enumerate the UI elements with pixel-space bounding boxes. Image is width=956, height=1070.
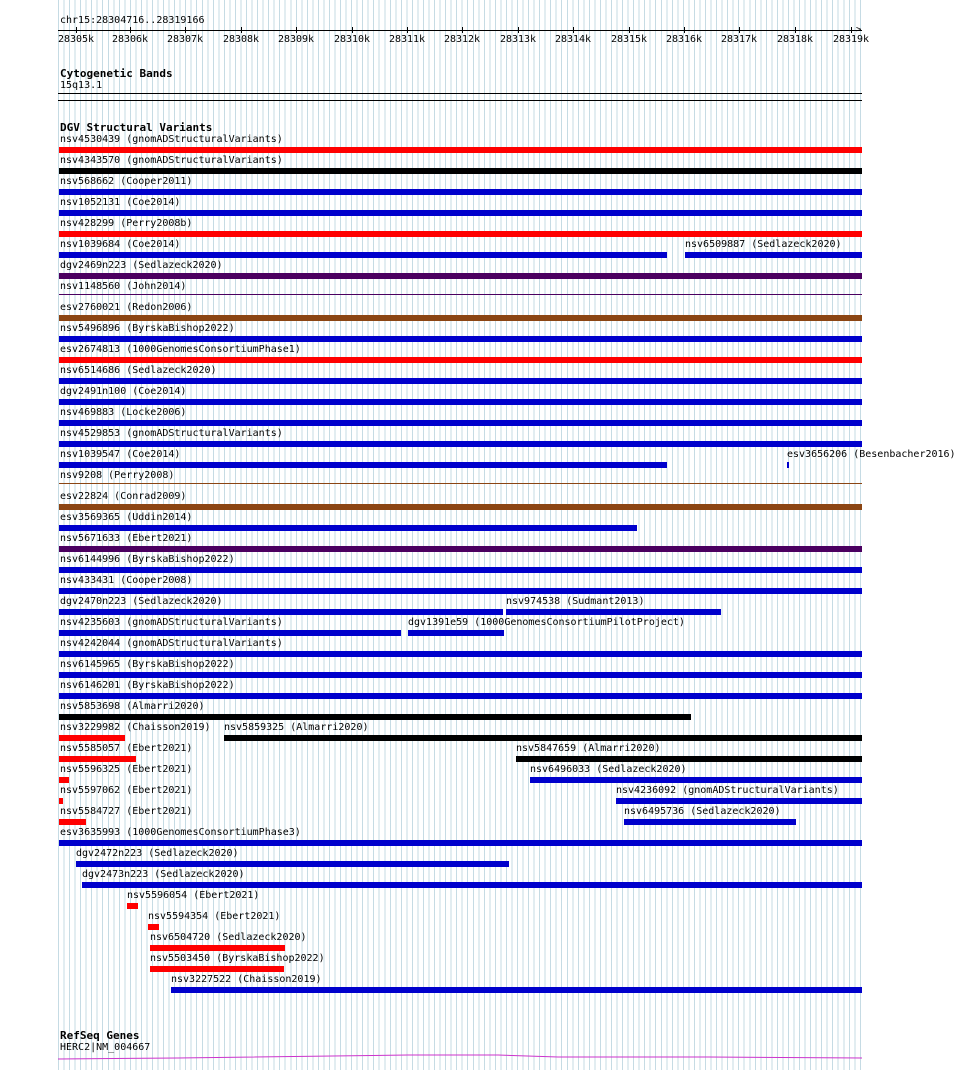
variant-label[interactable]: nsv1052131 (Coe2014): [60, 197, 181, 208]
variant-bar[interactable]: [59, 630, 401, 636]
ruler-tick: [684, 27, 685, 33]
variant-bar[interactable]: [150, 966, 284, 972]
variant-bar[interactable]: [59, 504, 862, 510]
ruler-arrow-icon: >: [856, 25, 862, 35]
ruler-tick-label: 28312k: [443, 34, 481, 45]
ruler-tick: [185, 27, 186, 33]
variant-bar[interactable]: [59, 189, 862, 195]
ruler-tick: [76, 27, 77, 33]
variant-bar[interactable]: [408, 630, 504, 636]
ruler-tick: [462, 27, 463, 33]
ruler-tick: [296, 27, 297, 33]
variant-label[interactable]: nsv1148560 (John2014): [60, 281, 187, 292]
ruler-tick-label: 28307k: [166, 34, 204, 45]
variant-label[interactable]: nsv1039684 (Coe2014): [60, 239, 181, 250]
refseq-gene-line: [58, 1055, 862, 1059]
variant-bar[interactable]: [59, 672, 862, 678]
variant-label[interactable]: nsv5671633 (Ebert2021): [60, 533, 193, 544]
ruler-tick-label: 28311k: [388, 34, 426, 45]
variant-bar[interactable]: [685, 252, 862, 258]
ruler-tick: [851, 27, 852, 33]
variant-label[interactable]: nsv1039547 (Coe2014): [60, 449, 181, 460]
variant-bar[interactable]: [59, 756, 136, 762]
ruler-tick-label: 28308k: [222, 34, 260, 45]
variant-bar[interactable]: [59, 420, 862, 426]
variant-label[interactable]: nsv6496033 (Sedlazeck2020): [530, 764, 687, 775]
variant-label[interactable]: nsv5596325 (Ebert2021): [60, 764, 193, 775]
variant-bar[interactable]: [59, 273, 862, 279]
refseq-track-title: RefSeq Genes: [60, 1029, 140, 1042]
ruler-tick-label: 28306k: [111, 34, 149, 45]
variant-bar[interactable]: [59, 231, 862, 237]
variant-bar[interactable]: [59, 567, 862, 573]
ruler-tick: [795, 27, 796, 33]
variant-label[interactable]: nsv3229982 (Chaisson2019): [60, 722, 211, 733]
variant-label[interactable]: nsv4235603 (gnomADStructuralVariants): [60, 617, 283, 628]
variant-label[interactable]: nsv5503450 (ByrskaBishop2022): [150, 953, 325, 964]
variant-bar[interactable]: [59, 714, 691, 720]
variant-bar[interactable]: [59, 315, 862, 321]
variant-label[interactable]: nsv568662 (Cooper2011): [60, 176, 193, 187]
variant-bar[interactable]: [59, 651, 862, 657]
variant-bar[interactable]: [127, 903, 138, 909]
variant-bar[interactable]: [171, 987, 862, 993]
refseq-gene-feature[interactable]: [58, 1052, 862, 1064]
variant-label[interactable]: esv2674813 (1000GenomesConsortiumPhase1): [60, 344, 301, 355]
variant-bar[interactable]: [76, 861, 509, 867]
variant-bar[interactable]: [787, 462, 789, 468]
variant-bar[interactable]: [59, 357, 862, 363]
ruler-line: [58, 30, 862, 31]
variant-bar[interactable]: [59, 147, 862, 153]
variant-label[interactable]: dgv2491n100 (Coe2014): [60, 386, 187, 397]
refseq-gene-label[interactable]: HERC2|NM_004667: [60, 1042, 151, 1053]
variant-bar[interactable]: [59, 693, 862, 699]
ruler-tick-label: 28317k: [720, 34, 758, 45]
variant-label[interactable]: nsv974538 (Sudmant2013): [506, 596, 645, 607]
variant-label[interactable]: dgv1391e59 (1000GenomesConsortiumPilotProject): [408, 617, 685, 628]
variant-label[interactable]: nsv469883 (Locke2006): [60, 407, 187, 418]
ruler-tick-label: 28318k: [776, 34, 814, 45]
variant-label[interactable]: nsv6514686 (Sedlazeck2020): [60, 365, 217, 376]
ruler-tick: [573, 27, 574, 33]
variant-label[interactable]: nsv4236092 (gnomADStructuralVariants): [616, 785, 839, 796]
variant-label[interactable]: nsv4242044 (gnomADStructuralVariants): [60, 638, 283, 649]
variant-bar[interactable]: [59, 798, 63, 804]
variant-bar[interactable]: [59, 525, 637, 531]
location-readout: chr15:28304716..28319166: [60, 15, 205, 26]
variant-label[interactable]: nsv9208 (Perry2008): [60, 470, 175, 481]
variant-label[interactable]: esv3635993 (1000GenomesConsortiumPhase3): [60, 827, 301, 838]
variant-label[interactable]: nsv5594354 (Ebert2021): [148, 911, 281, 922]
ruler-tick-label: 28310k: [333, 34, 371, 45]
variant-bar[interactable]: [59, 735, 125, 741]
ruler-tick: [518, 27, 519, 33]
variant-bar[interactable]: [59, 168, 862, 174]
variant-bar[interactable]: [59, 819, 86, 825]
ruler-tick-label: 28316k: [665, 34, 703, 45]
variant-label[interactable]: nsv5847659 (Almarri2020): [516, 743, 661, 754]
ruler-tick-label: 28319k: [832, 34, 870, 45]
variant-label[interactable]: nsv4530439 (gnomADStructuralVariants): [60, 134, 283, 145]
ruler-tick-label: 28315k: [610, 34, 648, 45]
cytoband-bar[interactable]: [58, 93, 862, 94]
variant-bar[interactable]: [82, 882, 862, 888]
variant-bar[interactable]: [59, 483, 862, 484]
variant-bar[interactable]: [59, 462, 667, 468]
variant-bar[interactable]: [530, 777, 862, 783]
cytoband-label[interactable]: 15q13.1: [60, 80, 103, 91]
variant-label[interactable]: dgv2470n223 (Sedlazeck2020): [60, 596, 223, 607]
variant-label[interactable]: nsv5853698 (Almarri2020): [60, 701, 205, 712]
variant-bar[interactable]: [616, 798, 862, 804]
variant-label[interactable]: esv3656206 (Besenbacher2016): [787, 449, 956, 460]
variant-bar[interactable]: [59, 609, 503, 615]
variant-label[interactable]: nsv433431 (Cooper2008): [60, 575, 193, 586]
variant-bar[interactable]: [59, 336, 862, 342]
variant-label[interactable]: esv3569365 (Uddin2014): [60, 512, 193, 523]
variant-label[interactable]: nsv6504720 (Sedlazeck2020): [150, 932, 307, 943]
ruler-tick: [407, 27, 408, 33]
variant-label[interactable]: nsv5584727 (Ebert2021): [60, 806, 193, 817]
variant-label[interactable]: nsv6509887 (Sedlazeck2020): [685, 239, 842, 250]
variant-bar[interactable]: [59, 441, 862, 447]
variant-bar[interactable]: [59, 210, 862, 216]
cytoband-track-title: Cytogenetic Bands: [60, 67, 173, 80]
variant-bar[interactable]: [148, 924, 159, 930]
variant-bar[interactable]: [150, 945, 285, 951]
dgv-track-title: DGV Structural Variants: [60, 121, 213, 134]
ruler-tick-label: 28313k: [499, 34, 537, 45]
ruler-tick-label: 28309k: [277, 34, 315, 45]
variant-label[interactable]: dgv2473n223 (Sedlazeck2020): [82, 869, 245, 880]
track-divider: [58, 100, 862, 101]
variant-label[interactable]: nsv4343570 (gnomADStructuralVariants): [60, 155, 283, 166]
variant-bar[interactable]: [59, 546, 862, 552]
variant-bar[interactable]: [59, 399, 862, 405]
variant-label[interactable]: nsv428299 (Perry2008b): [60, 218, 193, 229]
variant-label[interactable]: nsv6495736 (Sedlazeck2020): [624, 806, 781, 817]
variant-label[interactable]: dgv2469n223 (Sedlazeck2020): [60, 260, 223, 271]
variant-bar[interactable]: [516, 756, 862, 762]
ruler-tick: [739, 27, 740, 33]
ruler-tick-label: 28314k: [554, 34, 592, 45]
variant-bar[interactable]: [59, 252, 667, 258]
variant-bar[interactable]: [59, 840, 862, 846]
variant-label[interactable]: nsv5597062 (Ebert2021): [60, 785, 193, 796]
variant-bar[interactable]: [224, 735, 862, 741]
variant-label[interactable]: esv22824 (Conrad2009): [60, 491, 187, 502]
variant-label[interactable]: nsv6144996 (ByrskaBishop2022): [60, 554, 235, 565]
variant-bar[interactable]: [506, 609, 721, 615]
variant-bar[interactable]: [624, 819, 796, 825]
variant-bar[interactable]: [59, 378, 862, 384]
variant-label[interactable]: dgv2472n223 (Sedlazeck2020): [76, 848, 239, 859]
variant-bar[interactable]: [59, 777, 69, 783]
ruler-tick-label: 28305k: [57, 34, 95, 45]
ruler-tick: [629, 27, 630, 33]
variant-label[interactable]: esv2760021 (Redon2006): [60, 302, 193, 313]
variant-label[interactable]: nsv5859325 (Almarri2020): [224, 722, 369, 733]
ruler-tick: [130, 27, 131, 33]
variant-label[interactable]: nsv5596054 (Ebert2021): [127, 890, 260, 901]
variant-label[interactable]: nsv6146201 (ByrskaBishop2022): [60, 680, 235, 691]
ruler-tick: [352, 27, 353, 33]
variant-bar[interactable]: [59, 294, 862, 295]
variant-label[interactable]: nsv6145965 (ByrskaBishop2022): [60, 659, 235, 670]
variant-label[interactable]: nsv5585057 (Ebert2021): [60, 743, 193, 754]
variant-label[interactable]: nsv3227522 (Chaisson2019): [171, 974, 322, 985]
variant-label[interactable]: nsv5496896 (ByrskaBishop2022): [60, 323, 235, 334]
ruler-tick: [241, 27, 242, 33]
variant-bar[interactable]: [59, 588, 862, 594]
variant-label[interactable]: nsv4529853 (gnomADStructuralVariants): [60, 428, 283, 439]
